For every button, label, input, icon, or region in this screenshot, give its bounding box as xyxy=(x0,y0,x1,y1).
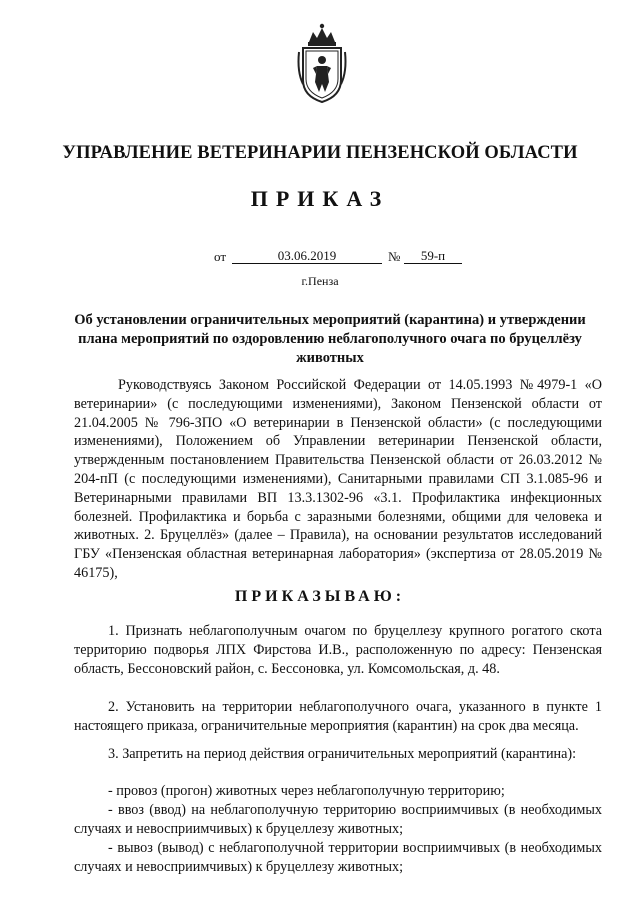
order-number: 59-п xyxy=(404,249,462,264)
order-subitem-export: - вывоз (вывод) с неблагополучной территории восприимчивых (в необходимых случаях и невосприимчивых) к бруцеллезу животных; xyxy=(74,840,602,875)
order-item-1: 1. Признать неблагополучным очагом по бруцеллезу крупного рогатого скота территорию подворья ЛПХ Фирстова И.В., расположенную по адресу: Пензенская область, Бессоновский район, с. Бессоновка, ул. Комсомольская, д. 48. xyxy=(74,623,602,677)
order-date: 03.06.2019 xyxy=(232,249,382,264)
organization-name: УПРАВЛЕНИЕ ВЕТЕРИНАРИИ ПЕНЗЕНСКОЙ ОБЛАСТИ xyxy=(62,143,578,163)
order-item-2: 2. Установить на территории неблагополучного очага, указанного в пункте 1 настоящего приказа, ограничительные мероприятия (карантин) на срок два месяца. xyxy=(74,699,602,734)
order-word: ПРИКАЗЫВАЮ: xyxy=(234,588,406,605)
city: г.Пенза xyxy=(301,274,339,288)
date-prefix: от xyxy=(214,249,227,264)
order-subitem-import: - ввоз (ввод) на неблагополучную территорию восприимчивых (в необходимых случаях и невосприимчивых) к бруцеллезу животных; xyxy=(74,802,602,837)
number-prefix: № xyxy=(388,249,401,264)
coat-of-arms-icon xyxy=(295,22,349,106)
preamble-paragraph: Руководствуясь Законом Российской Федерации от 14.05.1993 №4979-1 «О ветеринарии» (с последующими изменениями), Законом Пензенской области от 21.04.2005 № 796-ЗПО «О ветеринарии в Пензенской области» (с последующими изменениями), Положением об Управлении ветеринарии Пензенской области, утвержденным постановлением Правительства Пензенской области от 26.03.2012 № 204-пП (с последующими изменениями), Санитарными правилами СП 3.1.085-96 и Ветеринарными правилами ВП 13.3.1302-96 «3.1. Профилактика инфекционных болезней. Профилактика и борьба с заразными болезнями, общими для человека и животных. 2. Бруцеллёз» (далее – Правила), на основании результатов исследований ГБУ «Пензенская областная ветеринарная лаборатория» (экспертиза от 28.05.2019 № 46175), xyxy=(74,377,602,581)
order-subitem-transit: - провоз (прогон) животных через неблагополучную территорию; xyxy=(108,783,505,799)
document-subject: Об установлении ограничительных мероприятий (карантина) и утверждении плана мероприятий по оздоровлению неблагополучного очага по бруцеллёзу животных xyxy=(74,312,586,366)
document-type: ПРИКАЗ xyxy=(250,186,390,211)
order-item-3: 3. Запретить на период действия ограничительных мероприятий (карантина): xyxy=(108,746,577,762)
